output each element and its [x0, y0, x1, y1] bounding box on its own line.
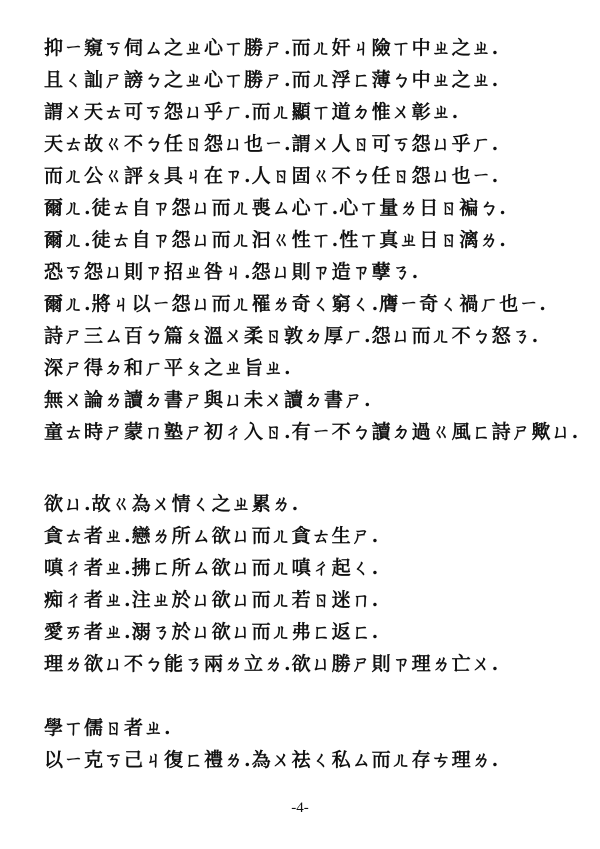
text-line: 童ㄊ時ㄕ蒙ㄇ塾ㄕ初ㄔ入ㄖ.有ㄧ不ㄅ讀ㄉ過ㄍ風ㄈ詩ㄕ歟ㄩ. — [44, 421, 580, 443]
text-line: 而ㄦ公ㄍ評ㄆ具ㄐ在ㄗ.人ㄖ固ㄍ不ㄅ任ㄖ怨ㄩ也ㄧ. — [44, 165, 500, 187]
text-line: 詩ㄕ三ㄙ百ㄅ篇ㄆ溫ㄨ柔ㄖ敦ㄉ厚ㄏ.怨ㄩ而ㄦ不ㄅ怒ㄋ. — [44, 325, 540, 347]
text-line: 無ㄨ論ㄌ讀ㄉ書ㄕ與ㄩ未ㄨ讀ㄉ書ㄕ. — [44, 389, 372, 411]
text-line: 爾ㄦ.將ㄐ以ㄧ怨ㄩ而ㄦ罹ㄌ奇ㄑ窮ㄑ.膺ㄧ奇ㄑ禍ㄏ也ㄧ. — [44, 293, 547, 315]
text-line: 痴ㄔ者ㄓ.注ㄓ於ㄩ欲ㄩ而ㄦ若ㄖ迷ㄇ. — [44, 589, 380, 611]
text-line: 欲ㄩ.故ㄍ為ㄨ情ㄑ之ㄓ累ㄌ. — [44, 493, 300, 515]
page-number: -4- — [291, 800, 309, 816]
paragraph-3 — [44, 712, 564, 776]
text-line: 爾ㄦ.徒ㄊ自ㄗ怨ㄩ而ㄦ喪ㄙ心ㄒ.心ㄒ量ㄌ日ㄖ褊ㄅ. — [44, 197, 507, 219]
text-line: 爾ㄦ.徒ㄊ自ㄗ怨ㄩ而ㄦ汩ㄍ性ㄒ.性ㄒ真ㄓ日ㄖ漓ㄌ. — [44, 229, 507, 251]
text-line: 抑ㄧ窺ㄎ伺ㄙ之ㄓ心ㄒ勝ㄕ.而ㄦ奸ㄐ險ㄒ中ㄓ之ㄓ. — [44, 37, 500, 59]
text-line: 深ㄕ得ㄉ和ㄏ平ㄆ之ㄓ旨ㄓ. — [44, 357, 292, 379]
text-line: 理ㄌ欲ㄩ不ㄅ能ㄋ兩ㄌ立ㄌ.欲ㄩ勝ㄕ則ㄗ理ㄌ亡ㄨ. — [44, 653, 500, 675]
text-line: 恐ㄎ怨ㄩ則ㄗ招ㄓ咎ㄐ.怨ㄩ則ㄗ造ㄗ孽ㄋ. — [44, 261, 420, 283]
text-line: 且ㄑ訕ㄕ謗ㄅ之ㄓ心ㄒ勝ㄕ.而ㄦ浮ㄈ薄ㄅ中ㄓ之ㄓ. — [44, 69, 500, 91]
paragraph-2 — [44, 488, 564, 680]
text-line: 學ㄒ儒ㄖ者ㄓ. — [44, 717, 172, 739]
text-line: 天ㄊ故ㄍ不ㄅ任ㄖ怨ㄩ也ㄧ.謂ㄨ人ㄖ可ㄎ怨ㄩ乎ㄏ. — [44, 133, 500, 155]
text-line: 以ㄧ克ㄎ己ㄐ復ㄈ禮ㄌ.為ㄨ祛ㄑ私ㄙ而ㄦ存ㄘ理ㄌ. — [44, 749, 500, 771]
text-line: 愛ㄞ者ㄓ.溺ㄋ於ㄩ欲ㄩ而ㄦ弗ㄈ返ㄈ. — [44, 621, 380, 643]
text-line: 嗔ㄔ者ㄓ.拂ㄈ所ㄙ欲ㄩ而ㄦ嗔ㄔ起ㄑ. — [44, 557, 380, 579]
paragraph-1 — [44, 32, 580, 448]
text-line: 謂ㄨ天ㄊ可ㄎ怨ㄩ乎ㄏ.而ㄦ顯ㄒ道ㄉ惟ㄨ彰ㄓ. — [44, 101, 460, 123]
text-line: 貪ㄊ者ㄓ.戀ㄌ所ㄙ欲ㄩ而ㄦ貪ㄊ生ㄕ. — [44, 525, 380, 547]
